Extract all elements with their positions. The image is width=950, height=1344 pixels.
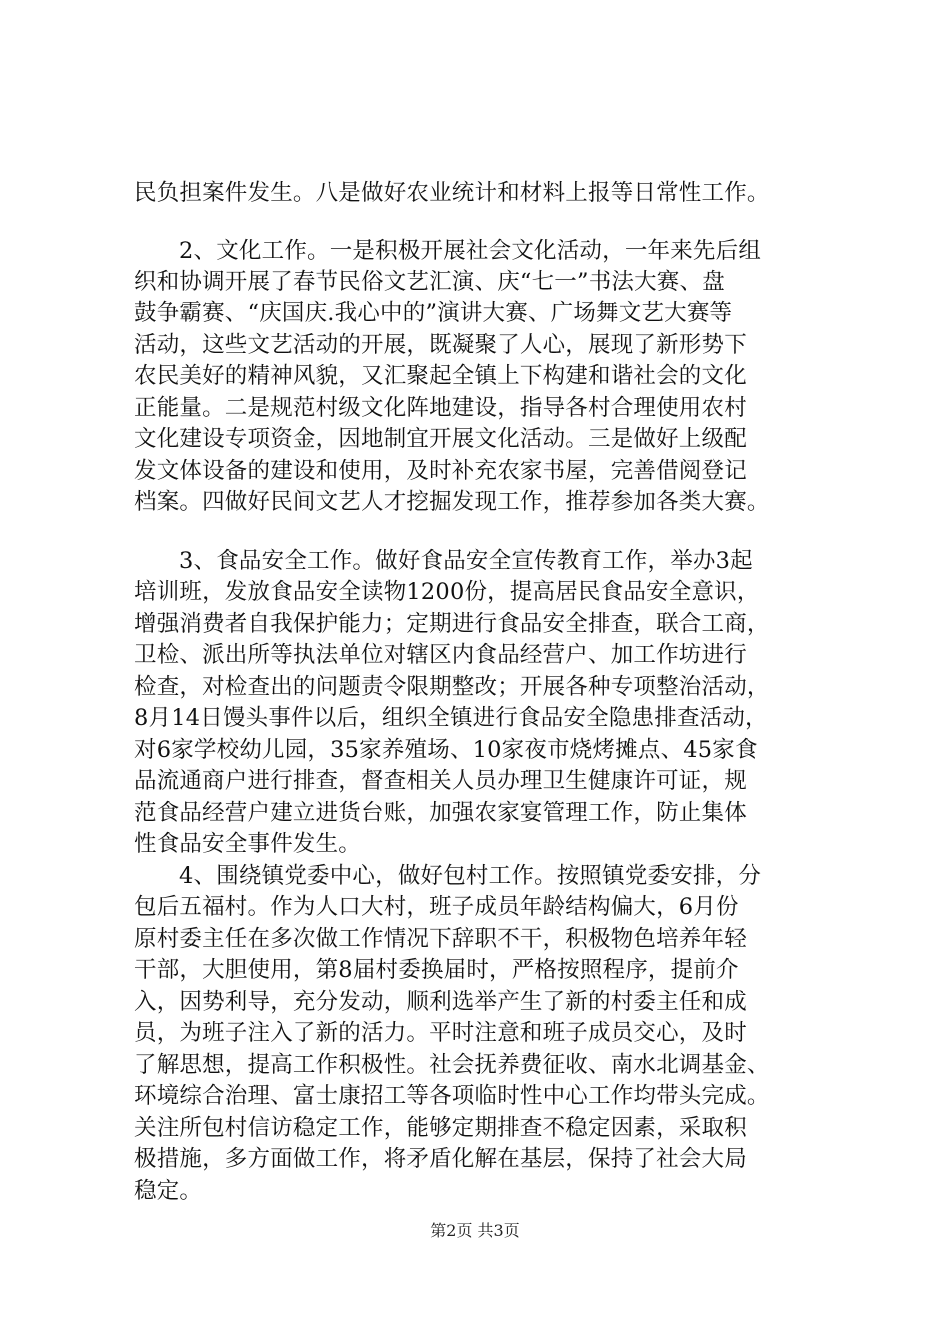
paragraph-line: 卫检、派出所等执法单位对辖区内食品经营户、加工作坊进行 (134, 642, 747, 668)
paragraph-line: 活动，这些文艺活动的开展，既凝聚了人心，展现了新形势下 (134, 332, 747, 358)
paragraph-line: 品流通商户进行排查，督查相关人员办理卫生健康许可证，规 (134, 768, 747, 794)
paragraph-line: 4、围绕镇党委中心，做好包村工作。按照镇党委安排，分 (179, 863, 762, 889)
paragraph-line: 农民美好的精神风貌，又汇聚起全镇上下构建和谐社会的文化 (134, 363, 747, 389)
paragraph-line: 鼓争霸赛、“庆国庆.我心中的”演讲大赛、广场舞文艺大赛等 (134, 300, 733, 326)
paragraph-line: 干部，大胆使用，第8届村委换届时，严格按照程序，提前介 (134, 957, 739, 983)
paragraph-line: 了解思想，提高工作积极性。社会抚养费征收、南水北调基金、 (134, 1052, 770, 1078)
paragraph-line: 包后五福村。作为人口大村，班子成员年龄结构偏大，6月份 (134, 894, 739, 920)
paragraph-line: 发文体设备的建设和使用，及时补充农家书屋，完善借阅登记 (134, 458, 747, 484)
paragraph-line: 环境综合治理、富士康招工等各项临时性中心工作均带头完成。 (134, 1083, 770, 1109)
paragraph-line: 性食品安全事件发生。 (134, 831, 362, 857)
paragraph-line: 增强消费者自我保护能力；定期进行食品安全排查，联合工商， (134, 611, 770, 637)
page-number-footer: 第2页 共3页 (430, 1221, 520, 1240)
paragraph-line: 8月14日馒头事件以后，组织全镇进行食品安全隐患排查活动， (134, 705, 768, 731)
paragraph-line: 对6家学校幼儿园，35家养殖场、10家夜市烧烤摊点、45家食 (134, 737, 758, 763)
paragraph-line: 培训班，发放食品安全读物1200份，提高居民食品安全意识， (134, 579, 760, 605)
paragraph-line: 2、文化工作。一是积极开展社会文化活动，一年来先后组 (179, 238, 762, 264)
paragraph-line: 入，因势利导，充分发动，顺利选举产生了新的村委主任和成 (134, 989, 747, 1015)
paragraph-line: 员，为班子注入了新的活力。平时注意和班子成员交心，及时 (134, 1020, 747, 1046)
paragraph-line: 原村委主任在多次做工作情况下辞职不干，积极物色培养年轻 (134, 926, 747, 952)
paragraph-line: 检查，对检查出的问题责令限期整改；开展各种专项整治活动， (134, 674, 770, 700)
paragraph-line: 文化建设专项资金，因地制宜开展文化活动。三是做好上级配 (134, 426, 747, 452)
paragraph-line: 稳定。 (134, 1178, 203, 1204)
paragraph-line: 范食品经营户建立进货台账，加强农家宴管理工作，防止集体 (134, 800, 747, 826)
paragraph-line: 正能量。二是规范村级文化阵地建设，指导各村合理使用农村 (134, 395, 747, 421)
paragraph-line: 关注所包村信访稳定工作，能够定期排查不稳定因素，采取积 (134, 1115, 747, 1141)
paragraph-line: 极措施，多方面做工作，将矛盾化解在基层，保持了社会大局 (134, 1146, 747, 1172)
paragraph-line: 档案。四做好民间文艺人才挖掘发现工作，推荐参加各类大赛。 (134, 489, 770, 515)
paragraph-line: 织和协调开展了春节民俗文艺汇演、庆“七一”书法大赛、盘 (134, 269, 725, 295)
paragraph-line: 民负担案件发生。八是做好农业统计和材料上报等日常性工作。 (134, 180, 770, 206)
paragraph-line: 3、食品安全工作。做好食品安全宣传教育工作，举办3起 (179, 548, 753, 574)
